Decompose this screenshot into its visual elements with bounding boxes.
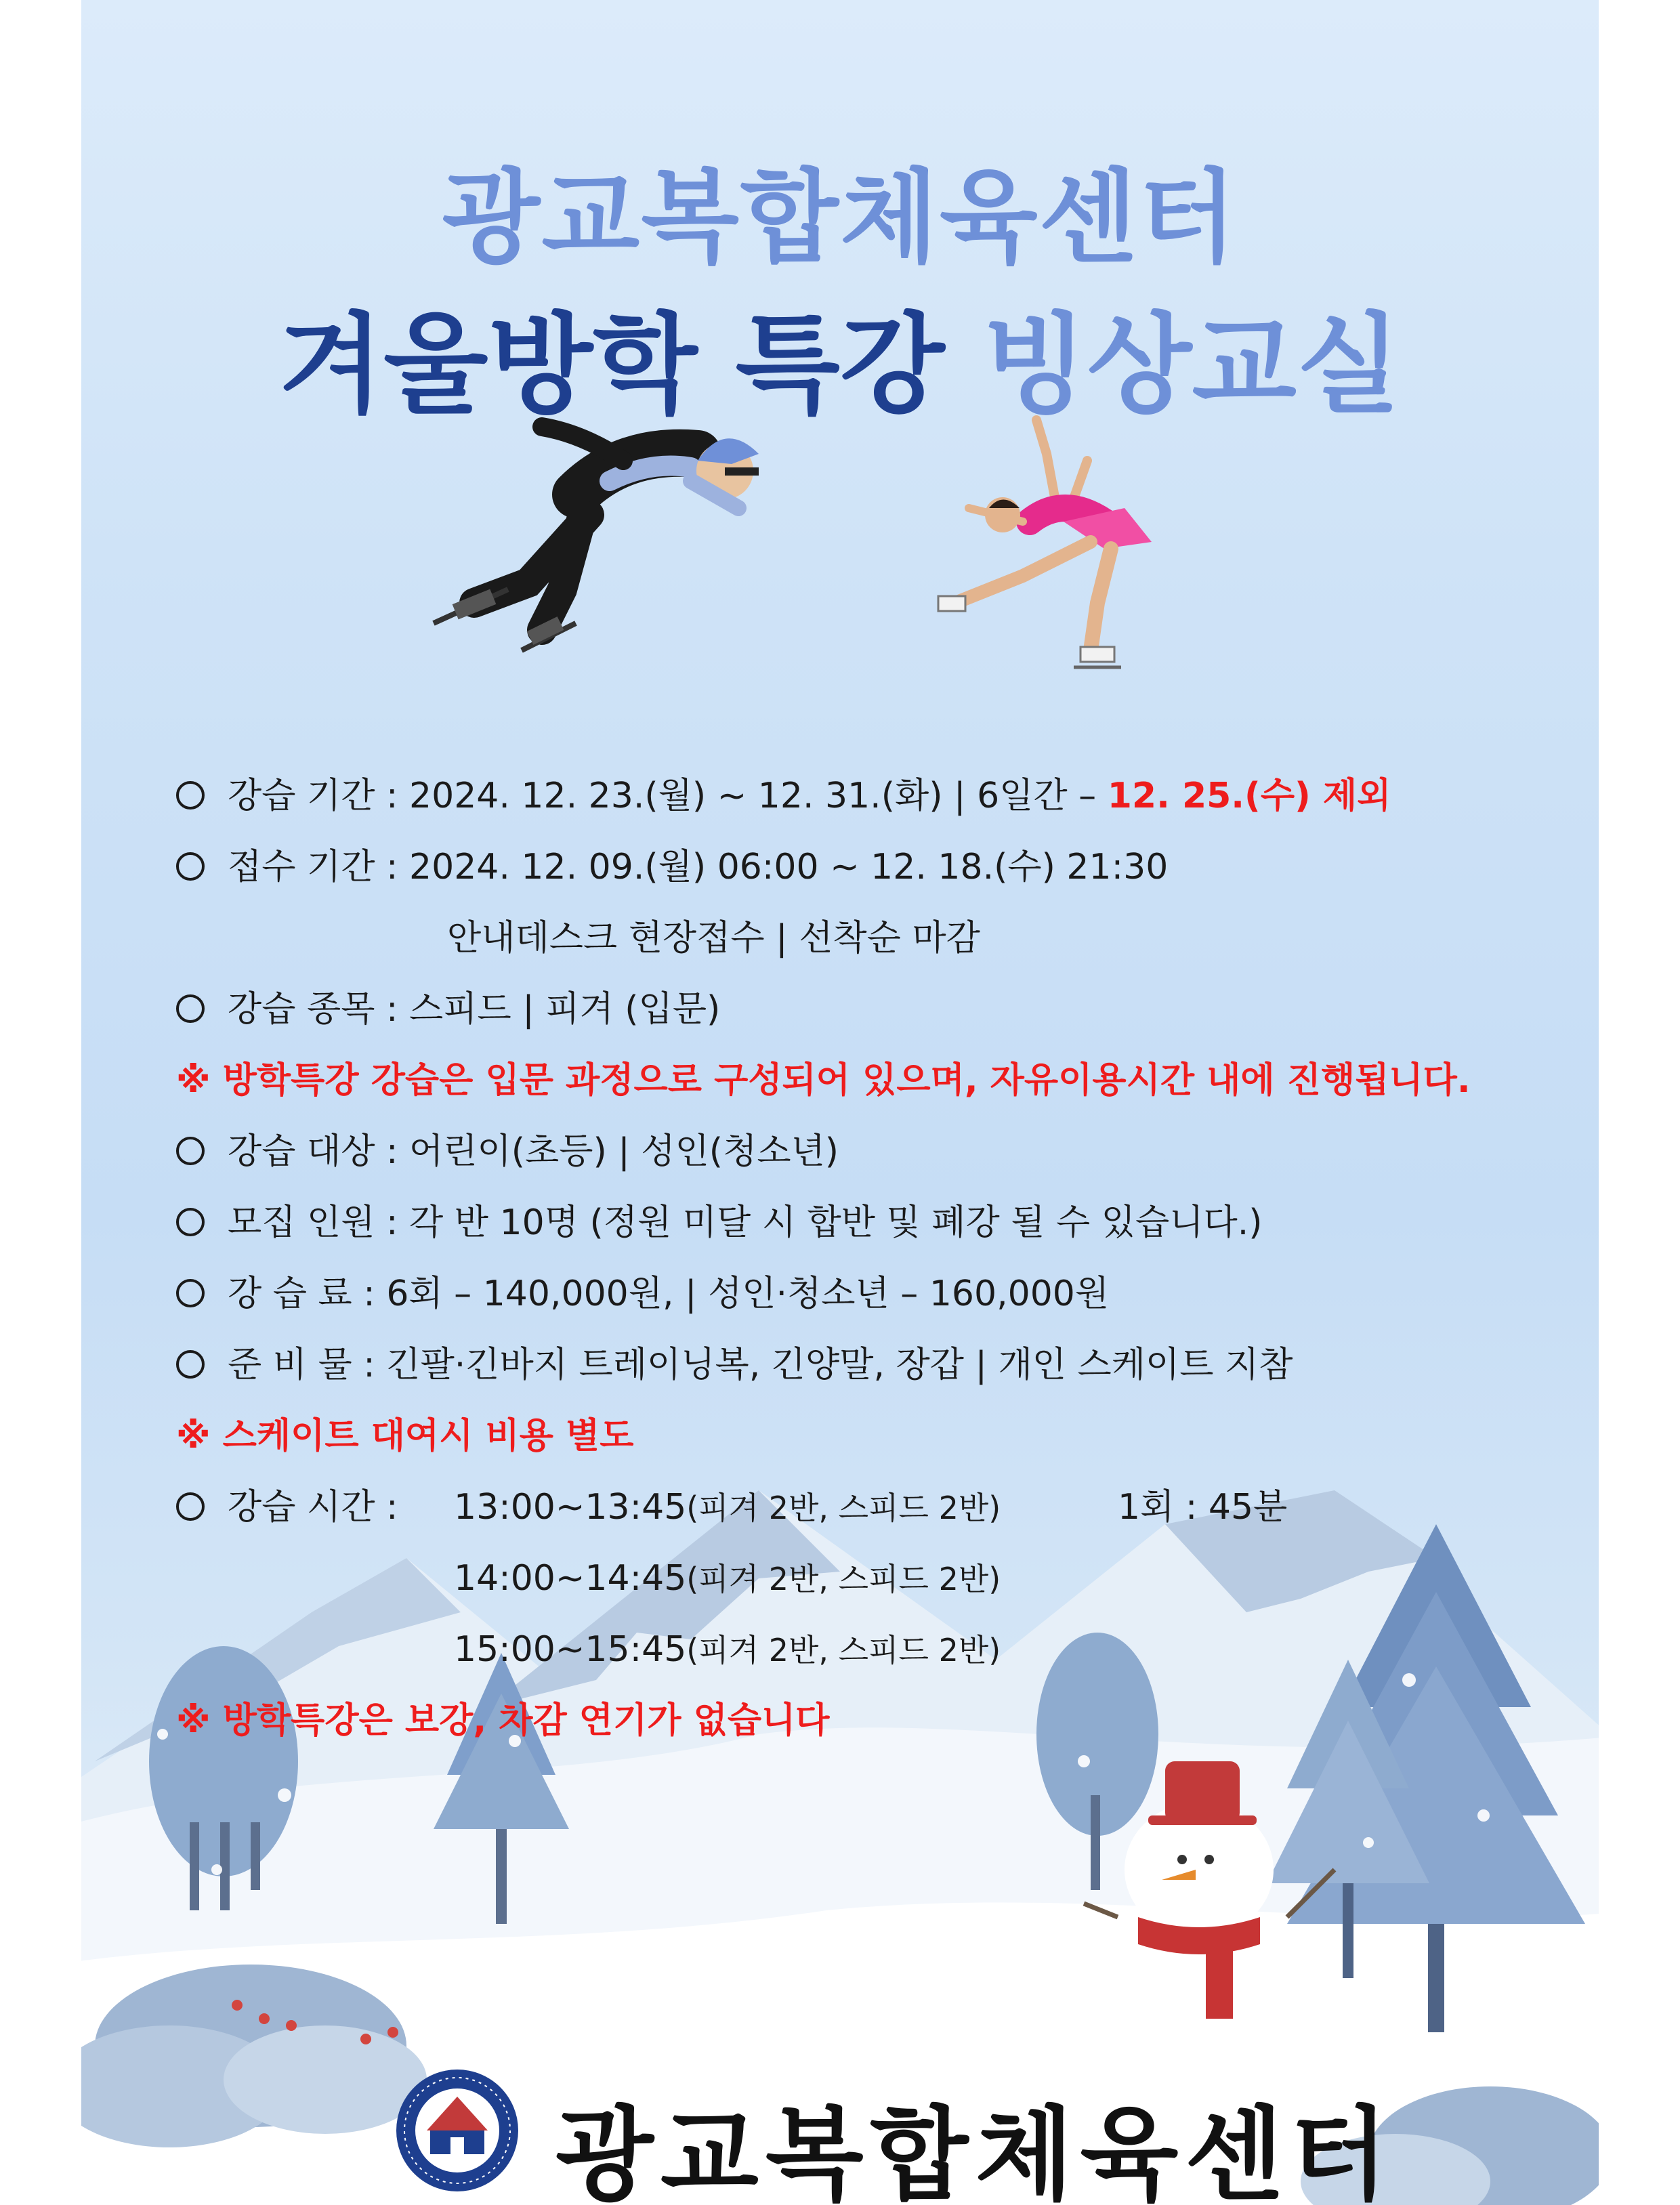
schedule-time: 14:00~14:45 [454,1558,687,1599]
sports-council-emblem [393,2066,522,2195]
info-period-excluded: 12. 25.(수) 제외 [1107,776,1391,816]
circle-bullet-icon [176,1492,205,1521]
title-part-special: 특강 [735,301,945,428]
notice-rental: ※ 스케이트 대여시 비용 별도 [176,1416,634,1456]
info-capacity-text: 모집 인원 : 각 반 10명 (정원 미달 시 합반 및 폐강 될 수 있습니다.) [228,1202,1263,1243]
info-events-text: 강습 종목 : 스피드 | 피겨 (입문) [228,989,721,1030]
info-capacity [176,1199,1263,1246]
info-registration-detail: 안내데스크 현장접수 | 선착순 마감 [447,918,980,959]
circle-bullet-icon [176,1350,205,1379]
poster [81,0,1599,2205]
title-part-winter: 겨울방학 [278,301,698,428]
notice-intro: ※ 방학특강 강습은 입문 과정으로 구성되어 있으며, 자유이용시간 내에 진행됩니다. [176,1060,1471,1101]
circle-bullet-icon [176,852,205,881]
title-program [81,278,1599,434]
circle-bullet-icon [176,1208,205,1236]
schedule-row [454,1626,1001,1673]
info-supplies-text: 준 비 물 : 긴팔·긴바지 트레이닝복, 긴양말, 장갑 | 개인 스케이트 지참 [228,1345,1293,1385]
schedule-row [454,1555,1001,1602]
info-schedule [176,1484,398,1531]
info-fee [176,1270,1109,1318]
notice-makeup: ※ 방학특강은 보강, 차감 연기가 없습니다 [176,1700,830,1741]
info-supplies [176,1341,1293,1389]
title-part-ice: 빙상교실 [982,301,1402,428]
info-schedule-label: 강습 시간 : [228,1487,398,1528]
footer-center-name: 광교복합체육센터 [555,2097,1395,2205]
info-period [176,772,1391,820]
circle-bullet-icon [176,781,205,810]
schedule-row [454,1484,1001,1531]
schedule-time: 13:00~13:45 [454,1487,687,1528]
session-length: 1회 : 45분 [1118,1487,1288,1528]
schedule-detail: (피겨 2반, 스피드 2반) [686,1490,1001,1526]
title-center-name: 광교복합체육센터 [442,159,1238,277]
figure-skater-illustration [928,406,1185,677]
info-period-text: 강습 기간 : 2024. 12. 23.(월) ~ 12. 31.(화) | 6일간 – [228,776,1108,816]
info-events [176,986,720,1033]
schedule-detail: (피겨 2반, 스피드 2반) [686,1632,1001,1668]
info-target-text: 강습 대상 : 어린이(초등) | 성인(청소년) [228,1131,839,1172]
schedule-time: 15:00~15:45 [454,1629,687,1670]
speed-skater-illustration [406,406,826,664]
info-target [176,1128,839,1175]
info-fee-text: 강 습 료 : 6회 – 140,000원, | 성인·청소년 – 160,000원 [228,1274,1110,1314]
schedule-detail: (피겨 2반, 스피드 2반) [686,1561,1001,1597]
info-registration-text: 접수 기간 : 2024. 12. 09.(월) 06:00 ~ 12. 18.(수) 21:30 [228,847,1169,887]
circle-bullet-icon [176,994,205,1023]
info-registration [176,843,1168,891]
circle-bullet-icon [176,1279,205,1307]
circle-bullet-icon [176,1137,205,1165]
